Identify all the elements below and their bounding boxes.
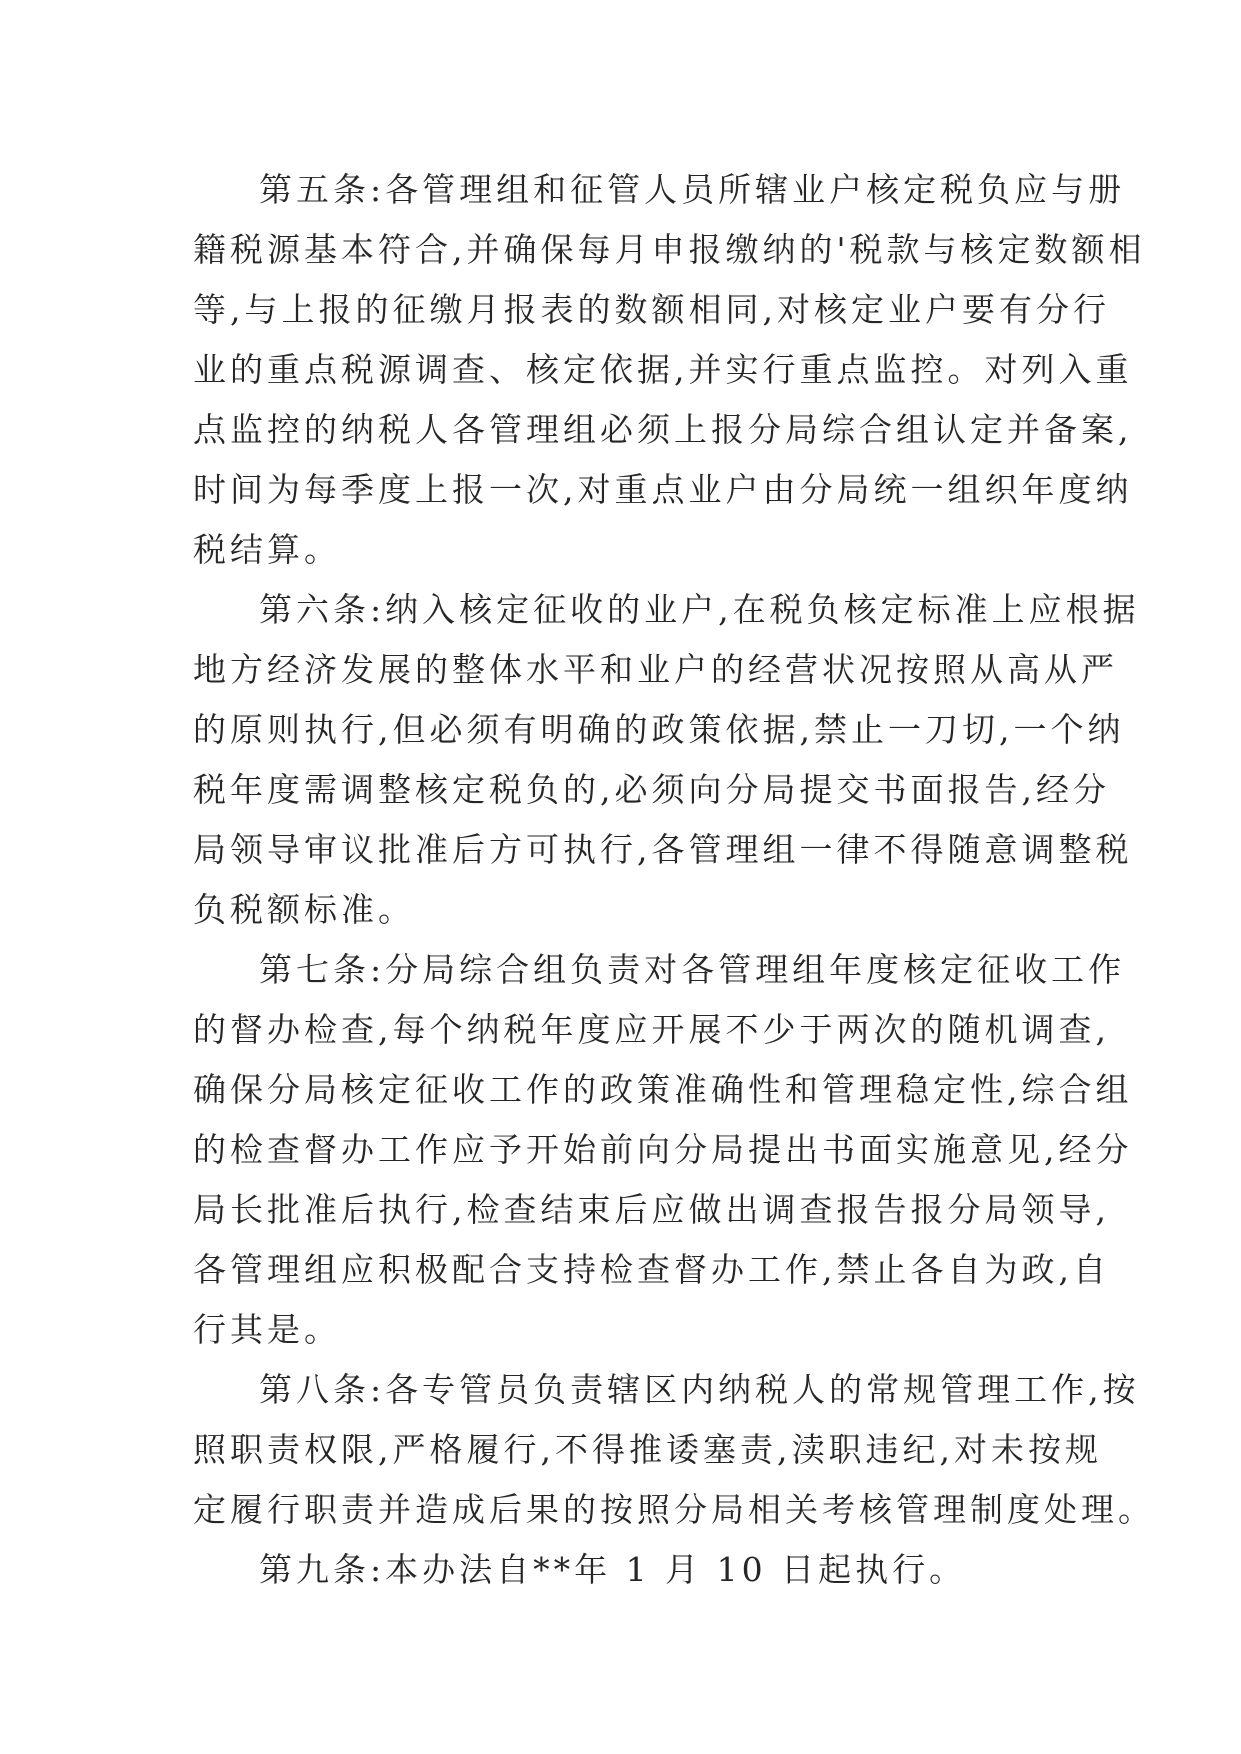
text-line: 点监控的纳税人各管理组必须上报分局综合组认定并备案, bbox=[193, 410, 1133, 449]
text-line: 局领导审议批准后方可执行,各管理组一律不得随意调整税 bbox=[193, 830, 1133, 869]
document-body bbox=[193, 160, 1155, 1600]
text-line: 等,与上报的征缴月报表的数额相同,对核定业户要有分行 bbox=[193, 290, 1110, 329]
text-line: 时间为每季度上报一次,对重点业户由分局统一组织年度纳 bbox=[193, 470, 1133, 509]
text-line: 负税额标准。 bbox=[193, 890, 415, 929]
text-line: 第九条:本办法自**年 1 月 10 日起执行。 bbox=[259, 1550, 967, 1589]
text-line: 业的重点税源调查、核定依据,并实行重点监控。对列入重 bbox=[193, 350, 1133, 389]
text-line: 第七条:分局综合组负责对各管理组年度核定征收工作 bbox=[259, 950, 1126, 989]
paragraph-article-7 bbox=[193, 940, 1133, 1360]
text-line: 第八条:各专管员负责辖区内纳税人的常规管理工作,按 bbox=[259, 1370, 1140, 1409]
text-line: 的原则执行,但必须有明确的政策依据,禁止一刀切,一个纳 bbox=[193, 710, 1125, 749]
text-line: 的督办检查,每个纳税年度应开展不少于两次的随机调查, bbox=[193, 1010, 1110, 1049]
paragraph-article-9 bbox=[193, 1540, 1063, 1600]
paragraph-article-6 bbox=[193, 580, 1140, 940]
text-line: 税年度需调整核定税负的,必须向分局提交书面报告,经分 bbox=[193, 770, 1110, 809]
text-line: 局长批准后执行,检查结束后应做出调查报告报分局领导, bbox=[193, 1190, 1110, 1229]
text-line: 第五条:各管理组和征管人员所辖业户核定税负应与册 bbox=[259, 170, 1126, 209]
text-line: 的检查督办工作应予开始前向分局提出书面实施意见,经分 bbox=[193, 1130, 1133, 1169]
text-line: 行其是。 bbox=[193, 1310, 341, 1349]
text-line: 照职责权限,严格履行,不得推诿塞责,渎职违纪,对未按规 bbox=[193, 1430, 1102, 1469]
text-line: 地方经济发展的整体水平和业户的经营状况按照从高从严 bbox=[193, 650, 1118, 689]
paragraph-article-5 bbox=[193, 160, 1146, 580]
text-line: 第六条:纳入核定征收的业户,在税负核定标准上应根据 bbox=[259, 590, 1140, 629]
text-line: 税结算。 bbox=[193, 530, 341, 569]
text-line: 籍税源基本符合,并确保每月申报缴纳的'税款与核定数额相 bbox=[193, 230, 1146, 269]
text-line: 确保分局核定征收工作的政策准确性和管理稳定性,综合组 bbox=[193, 1070, 1133, 1109]
text-line: 定履行职责并造成后果的按照分局相关考核管理制度处理。 bbox=[193, 1490, 1155, 1529]
paragraph-article-8 bbox=[193, 1360, 1155, 1540]
text-line: 各管理组应积极配合支持检查督办工作,禁止各自为政,自 bbox=[193, 1250, 1110, 1289]
